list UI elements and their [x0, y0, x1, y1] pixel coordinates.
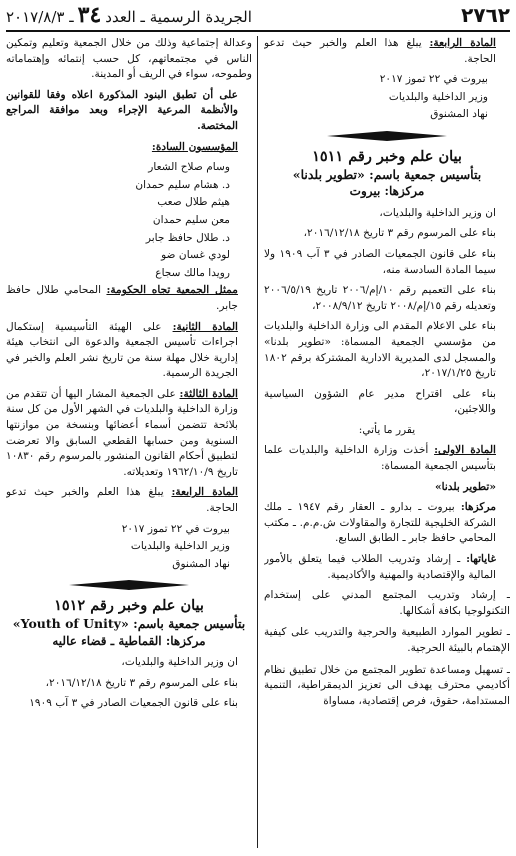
- goal-3: ـ تطوير الموارد الطبيعية والحرجية والتدريب على كيفية الإهتمام بالبيئة الحرجية.: [264, 626, 510, 654]
- goals-label: غاياتها:: [466, 553, 496, 566]
- article-2-text: على الهيئة التأسيسية إستكمال اجراءات تأسيس الجمعية والدعوة الى انتخاب هيئة إدارية خلال مهلة سنة من تاريخ نشر العلم والخبر في الجريدة الرسمية.: [6, 320, 238, 380]
- article-2: [6, 320, 252, 382]
- article-4-left-text: يبلغ هذا العلم والخبر حيث تدعو الحاجة.: [6, 486, 238, 515]
- gazette-name: الجريدة الرسمية ـ العدد: [105, 8, 252, 26]
- goal-4: ـ تسهيل ومساعدة تطوير المجتمع من خلال تطبيق نظام أكاديمي محترف يهدف الى تعزيز الديمقراطية، التنمية المستدامة، حقوق، فرص إقتصادية، مساواة: [264, 663, 510, 707]
- issue-date: ـ ٢٠١٧/٨/٣: [6, 8, 74, 26]
- article-2-label: المادة الثانية:: [172, 320, 238, 333]
- signature-title: وزير الداخلية والبلديات: [388, 90, 488, 103]
- gazette-title: [6, 2, 252, 28]
- signature-name: نهاد المشنوق: [172, 557, 230, 570]
- goal-2: ـ إرشاد وتدريب المجتمع المدني على إستخدام التكنولوجيا بكافة أشكالها.: [264, 589, 510, 617]
- signature-block: [264, 72, 510, 123]
- notice-1512-hq: مركزها: القماطية ـ قضاء عاليه: [52, 633, 206, 648]
- issue-number: ٣٤: [77, 2, 102, 28]
- notice-1511-p3: بناء على قانون الجمعيات الصادر في ٣ آب ١٩٠٩ ولا سيما المادة السادسة منه،: [264, 247, 497, 276]
- notice-1511-p1: ان وزير الداخلية والبلديات،: [379, 206, 496, 219]
- notice-1511-p4: بناء على التعميم رقم ١٠/إم/٢٠٠٦ تاريخ ٢٠٠٦/٥/١٩ وتعديله رقم ١٥/إم/٢٠٠٨ تاريخ ٢٠٠٨/٩/١٢،: [264, 284, 496, 312]
- signature-name: نهاد المشنوق: [430, 108, 488, 121]
- article-3: [6, 387, 252, 481]
- article-4-left: [6, 485, 252, 516]
- page-header: [6, 0, 510, 32]
- separator: [264, 129, 510, 143]
- article-1-text: أخذت وزارة الداخلية والبلديات علما بتأسيس الجمعية المسماة:: [264, 444, 496, 473]
- column-divider: [257, 36, 258, 848]
- notice-1511-p5: بناء على الاعلام المقدم الى وزارة الداخلية والبلديات من مؤسسي الجمعية المسماة: «تطوير بلدنا» والمسجل لدى المديرية الادارية المشتركة برقم ١٨٠٢ تاريخ ٢٠١٧/١/٢٥،: [264, 320, 496, 380]
- signature-block-left: [6, 522, 252, 573]
- article-4-left-label: المادة الرابعة:: [171, 486, 238, 499]
- article-3-text: على الجمعية المشار اليها أن تتقدم من وزارة الداخلية والبلديات في الشهر الأول من كل سنة بلائحة تتضمن أسماء أعضائها وبنسخة من موازنتها السنوية ومن حسابها القطعي السابق والا تعرضت لتطبيق أحكام القانون المنشور بالمرسوم رقم ١٠٨٣٠ تاريخ ١٩٦٢/١٠/٩ وتعديلاته.: [6, 387, 238, 478]
- hq-label: مركزها:: [460, 501, 496, 514]
- association-name: «تطوير بلدنا»: [434, 480, 496, 493]
- founder-name: رويدا مالك سجاع: [155, 266, 230, 279]
- article-3-label: المادة الثالثة:: [179, 387, 238, 400]
- founder-name: وسام صلاح الشعار: [148, 161, 230, 174]
- hq-text: بيروت ـ بدارو ـ العقار رقم ١٩٤٧ ـ ملك الشركة الخليجية للتجارة والمقاولات ش.م.م. ـ مكتب المحامي حافظ جابر ـ الطابق السابع.: [264, 501, 496, 545]
- separator: [6, 578, 252, 592]
- founder-name: هيثم طلال صعب: [157, 196, 230, 209]
- notice-1511-goals: [264, 552, 510, 583]
- notice-1512-title: بيان علم وخبر رقم ١٥١٢: [54, 597, 204, 615]
- notice-1511-hq: مركزها: بيروت: [349, 184, 425, 199]
- founder-name: لودي غسان ضو: [161, 249, 230, 262]
- signature-title: وزير الداخلية والبلديات: [130, 540, 230, 553]
- left-column: [6, 36, 252, 848]
- article-4-label: المادة الرابعة:: [429, 37, 496, 49]
- notice-1511-title: بيان علم وخبر رقم ١٥١١: [312, 147, 462, 165]
- notice-1512-p3: بناء على قانون الجمعيات الصادر في ٣ آب ١٩٠٩: [29, 697, 238, 710]
- rep-text: المحامي طلال حافظ جابر.: [6, 284, 238, 312]
- article-4-text: يبلغ هذا العلم والخبر حيث تدعو الحاجة.: [264, 37, 496, 65]
- notice-1511-p6: بناء على اقتراح مدير عام الشؤون السياسية واللاجئين،: [264, 387, 496, 416]
- article-4: [264, 36, 510, 67]
- notice-1511-decides: يقرر ما يأتي:: [358, 423, 416, 436]
- notice-1512-subtitle: بتأسيس جمعية باسم: «Youth of Unity»: [12, 616, 246, 631]
- founder-name: معن سليم حمدان: [152, 213, 230, 226]
- signature-date: بيروت في ٢٢ تموز ٢٠١٧: [379, 73, 488, 86]
- notice-1512-p1: ان وزير الداخلية والبلديات،: [121, 656, 238, 669]
- signature-date: بيروت في ٢٢ تموز ٢٠١٧: [121, 522, 230, 535]
- goal-1: ـ إرشاد وتدريب الطلاب فيما يتعلق بالأمور المالية والإقتصادية والمهنية والأكاديمية.: [264, 553, 496, 581]
- rep-label: ممثل الجمعية تجاه الحكومة:: [106, 284, 238, 297]
- notice-1511-subtitle: بتأسيس جمعية باسم: «تطوير بلدنا»: [292, 166, 482, 182]
- founders-label: المؤسسون السادة:: [151, 140, 238, 153]
- founder-name: د. طلال حافظ جابر: [145, 231, 230, 244]
- notice-1511-article-1: [264, 443, 510, 474]
- goal-4-continued: وعدالة إجتماعية وذلك من خلال الجمعية وتعليم وتمكين الناس في مجتمعاتهم، كل حسب إنتمائه وإهتماماته وطموحه، سواء في الريف أو المدينة.: [6, 37, 252, 81]
- article-1-label: المادة الاولى:: [434, 444, 496, 457]
- founders-list: [6, 160, 252, 281]
- notice-1512-p2: بناء على المرسوم رقم ٣ تاريخ ٢٠١٦/١٢/١٨،: [45, 676, 238, 689]
- compliance-note: على أن تطبق البنود المذكورة اعلاه وفقا للقوانين والأنظمة المرعية الإجراء وبعد موافقة المراجع المختصة.: [6, 88, 238, 132]
- notice-1511-p2: بناء على المرسوم رقم ٣ تاريخ ٢٠١٦/١٢/١٨،: [303, 227, 496, 240]
- founder-name: د. هشام سليم حمدان: [135, 178, 230, 191]
- notice-1511-address: [264, 500, 510, 547]
- right-column: [264, 36, 510, 848]
- page-number: ٢٧٦٢: [461, 3, 510, 27]
- government-representative: [6, 283, 252, 314]
